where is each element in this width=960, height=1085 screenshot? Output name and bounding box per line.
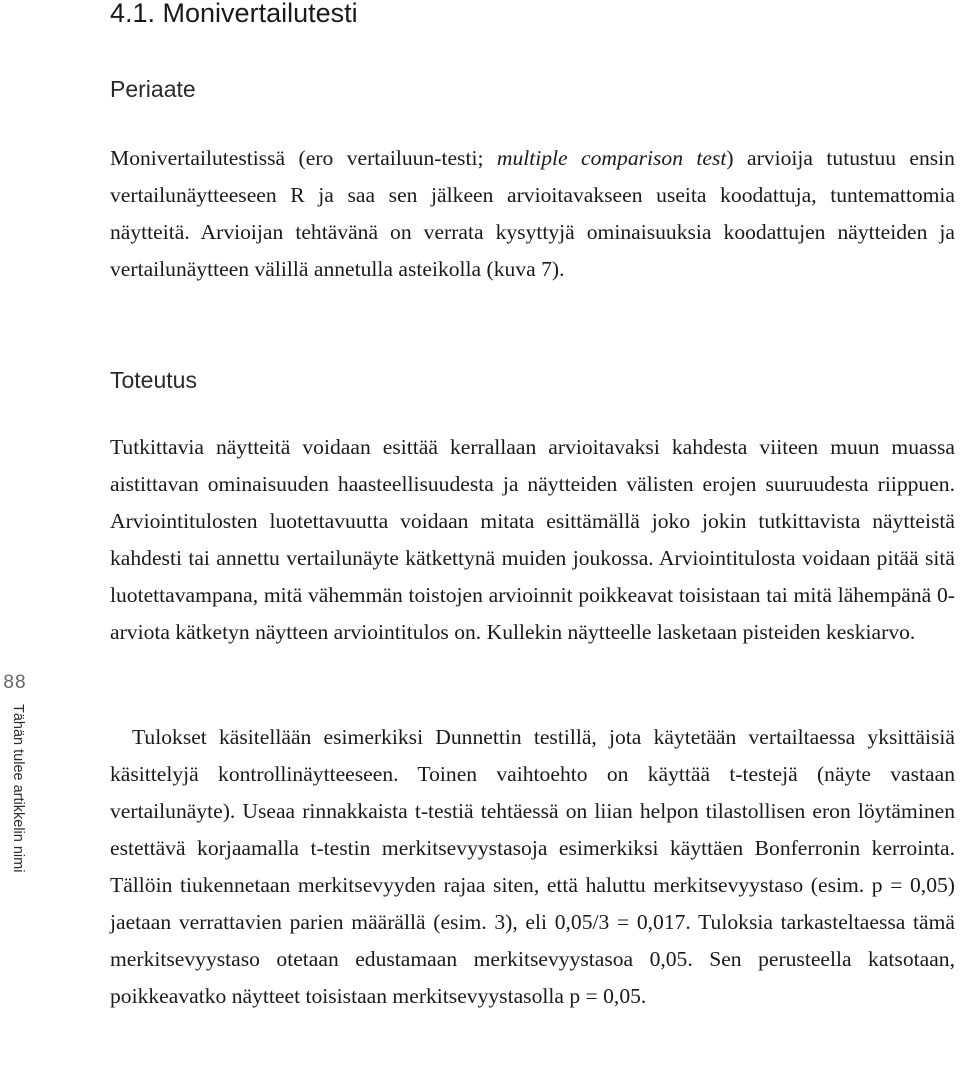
page-number: 88 — [3, 672, 27, 693]
paragraph-periaate — [110, 140, 955, 288]
running-title: Tähän tulee artikkelin nimi — [10, 704, 26, 873]
page-margin — [0, 672, 34, 942]
paragraph-text: Monivertailutestissä (ero vertailuun-testi; — [110, 146, 497, 170]
paragraph-toteutus-1: Tutkittavia näytteitä voidaan esittää kerrallaan arvioitavaksi kahdesta viiteen muun muassa aistittavan ominaisuuden haasteellisuudesta ja näytteiden välisten erojen suuruudesta riippuen. Arviointitulosten luotettavuutta voidaan mitata esittämällä joko jokin tutkittavista näytteistä kahdesti tai annettu vertailunäyte kätkettynä muiden joukossa. Arviointitulosta voidaan pitää sitä luotettavampana, mitä vähemmän toistojen arvioinnit poikkeavat toisistaan tai mitä lähempänä 0-arviota kätketyn näytteen arviointitulos on. Kullekin näytteelle lasketaan pisteiden keskiarvo. — [110, 435, 955, 644]
subheading-periaate: Periaate — [110, 76, 196, 102]
section-title: 4.1. Monivertailutesti — [110, 0, 358, 28]
italic-term: multiple comparison test — [496, 146, 727, 170]
subheading-toteutus: Toteutus — [110, 367, 197, 393]
paragraph-toteutus-2: Tulokset käsitellään esimerkiksi Dunnettin testillä, jota käytetään vertailtaessa yksittäisiä käsittelyjä kontrollinäytteeseen. Toinen vaihtoehto on käyttää t-testejä (näyte vastaan vertailunäyte). Useaa rinnakkaista t-testiä tehtäessä on liian helpon tilastollisen eron löytäminen estettävä korjaamalla t-testin merkitsevyystasoja esimerkiksi käyttäen Bonferronin kerrointa. Tällöin tiukennetaan merkitsevyyden rajaa siten, että haluttu merkitsevyystaso (esim. p = 0,05) jaetaan verrattavien parien määrällä (esim. 3), eli 0,05/3 = 0,017. Tuloksia tarkasteltaessa tämä merkitsevyystaso otetaan edustamaan merkitsevyystasoa 0,05. Sen perusteella katsotaan, poikkeavatko näytteet toisistaan merkitsevyystasolla p = 0,05. — [110, 725, 955, 1008]
paragraph-text: ) arvioija tutustuu ensin vertailunäytteeseen R ja saa sen jälkeen arvioitavakseen useita koodattuja, tuntemattomia näytteitä. Arvioijan tehtävänä on verrata kysyttyjä ominaisuuksia koodattujen näytteiden ja vertailunäytteen välillä annetulla asteikolla (kuva 7). — [110, 146, 955, 281]
